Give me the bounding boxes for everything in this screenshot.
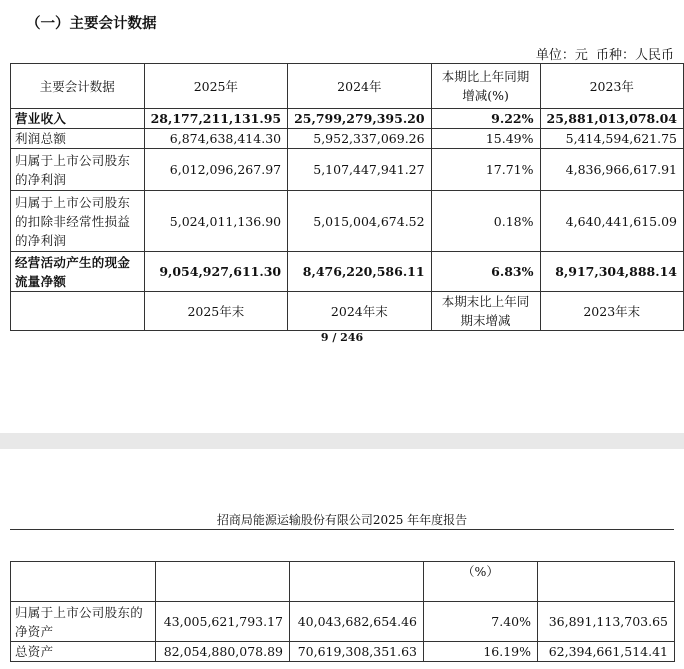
empty-cell (11, 562, 156, 602)
table-subheader-row (11, 292, 684, 331)
table-row (11, 252, 684, 292)
value-2025: 9,054,927,611.30 (144, 252, 287, 292)
header-cell: 2025年 (144, 64, 287, 109)
table-row (11, 109, 684, 129)
value-2025: 43,005,621,793.17 (156, 602, 290, 642)
table-header-continuation-row (11, 562, 675, 602)
value-change: 7.40% (424, 602, 538, 642)
value-2025: 6,012,096,267.97 (144, 149, 287, 191)
value-2023: 62,394,661,514.41 (538, 642, 675, 662)
value-change: 6.83% (431, 252, 540, 292)
value-2023: 8,917,304,888.14 (540, 252, 684, 292)
value-2025: 6,874,638,414.30 (144, 129, 287, 149)
empty-cell (538, 562, 675, 602)
table-row (11, 191, 684, 252)
header-cell: 2024年 (288, 64, 431, 109)
table-row (11, 129, 684, 149)
value-2023: 4,836,966,617.91 (540, 149, 684, 191)
row-label: 营业收入 (11, 109, 145, 129)
accounting-data-table-continued (10, 561, 675, 662)
percent-label: （%） (424, 562, 538, 602)
value-change: 17.71% (431, 149, 540, 191)
value-2023: 5,414,594,621.75 (540, 129, 684, 149)
value-2024: 70,619,308,351.63 (290, 642, 424, 662)
value-2023: 36,891,113,703.65 (538, 602, 675, 642)
page-number: 9 / 246 (320, 331, 364, 344)
value-2023: 4,640,441,615.09 (540, 191, 684, 252)
value-2024: 5,107,447,941.27 (288, 149, 431, 191)
header-cell: 主要会计数据 (11, 64, 145, 109)
subheader-cell: 2023年末 (540, 292, 684, 331)
value-2024: 5,015,004,674.52 (288, 191, 431, 252)
value-2023: 25,881,013,078.04 (540, 109, 684, 129)
row-label: 利润总额 (11, 129, 145, 149)
row-label: 归属于上市公司股东的扣除非经常性损益的净利润 (11, 191, 145, 252)
accounting-data-table (10, 63, 684, 331)
unit-line (532, 44, 674, 63)
currency-label: 币种：人民币 (595, 48, 674, 63)
unit-label: 单位：元 (535, 48, 588, 63)
empty-cell (290, 562, 424, 602)
section-title: （一）主要会计数据 (26, 16, 157, 32)
table-row (11, 149, 684, 191)
row-label: 经营活动产生的现金流量净额 (11, 252, 145, 292)
value-2025: 28,177,211,131.95 (144, 109, 287, 129)
table-row (11, 602, 675, 642)
report-header: 招商局能源运输股份有限公司2025 年年度报告 (216, 513, 468, 527)
value-2025: 82,054,880,078.89 (156, 642, 290, 662)
header-cell: 本期比上年同期增减(%) (431, 64, 540, 109)
page-separator (0, 433, 684, 449)
subheader-cell: 2024年末 (288, 292, 431, 331)
subheader-cell: 本期末比上年同期末增减 (431, 292, 540, 331)
row-label: 总资产 (11, 642, 156, 662)
value-2024: 5,952,337,069.26 (288, 129, 431, 149)
table-header-row (11, 64, 684, 109)
subheader-cell: 2025年末 (144, 292, 287, 331)
empty-cell (156, 562, 290, 602)
header-cell: 2023年 (540, 64, 684, 109)
value-2024: 25,799,279,395.20 (288, 109, 431, 129)
value-2025: 5,024,011,136.90 (144, 191, 287, 252)
table-row (11, 642, 675, 662)
value-2024: 8,476,220,586.11 (288, 252, 431, 292)
empty-cell (11, 292, 145, 331)
header-rule (10, 529, 674, 530)
row-label: 归属于上市公司股东的净资产 (11, 602, 156, 642)
value-change: 9.22% (431, 109, 540, 129)
value-change: 0.18% (431, 191, 540, 252)
value-2024: 40,043,682,654.46 (290, 602, 424, 642)
row-label: 归属于上市公司股东的净利润 (11, 149, 145, 191)
value-change: 15.49% (431, 129, 540, 149)
value-change: 16.19% (424, 642, 538, 662)
